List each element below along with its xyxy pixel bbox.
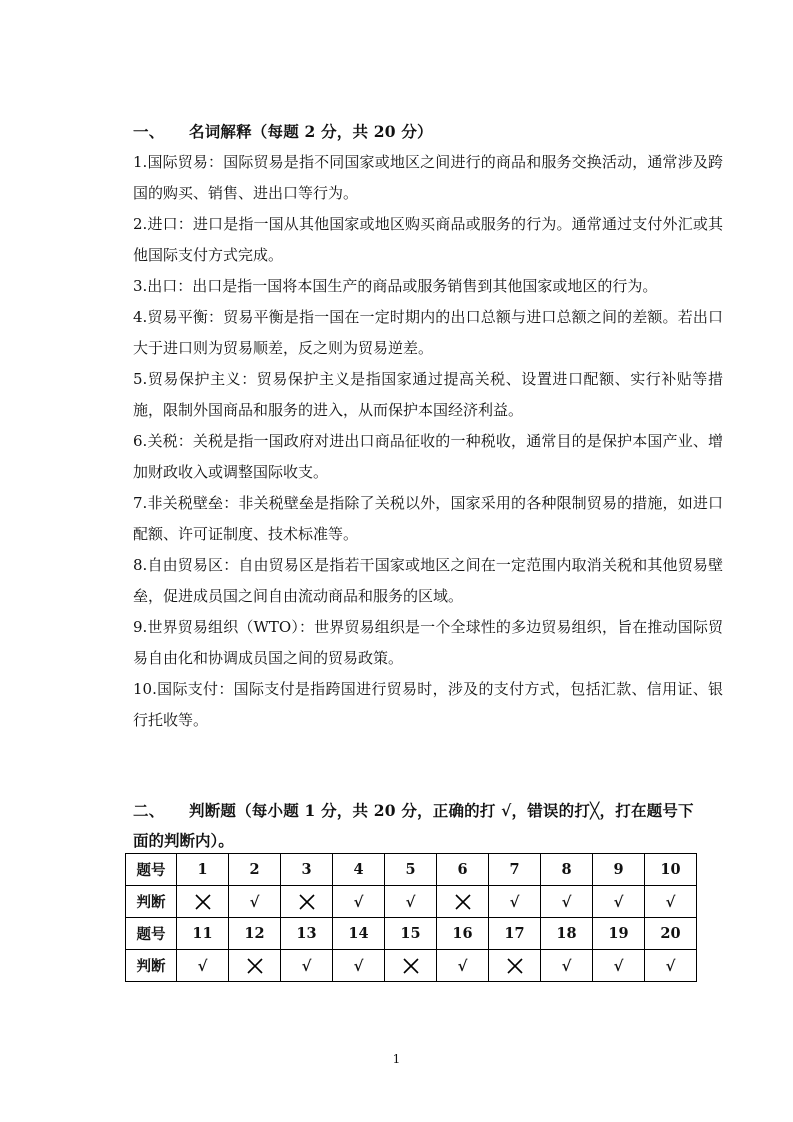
check-mark-icon: √ xyxy=(249,892,260,911)
section-2-number: 二、 xyxy=(133,801,165,820)
check-mark-icon: √ xyxy=(509,892,520,911)
answer-cell xyxy=(229,886,281,918)
table-row-answers-2 xyxy=(126,950,697,982)
check-mark-icon: √ xyxy=(301,956,312,975)
answer-cell xyxy=(281,886,333,918)
definition-item: 6.关税：关税是指一国政府对进出口商品征收的一种税收，通常目的是保护本国产业、增加财政收入或调整国际收支。 xyxy=(133,432,723,481)
answer-cell xyxy=(333,950,385,982)
answer-table xyxy=(125,853,697,982)
cross-mark-icon xyxy=(298,893,316,911)
cross-mark-icon xyxy=(402,957,420,975)
cross-mark-icon xyxy=(454,893,472,911)
cross-mark-icon xyxy=(194,893,212,911)
answer-cell xyxy=(333,886,385,918)
table-row-numbers-1 xyxy=(126,854,697,886)
question-number: 4 xyxy=(333,854,385,886)
question-number: 2 xyxy=(229,854,281,886)
question-number: 7 xyxy=(489,854,541,886)
check-mark-icon: √ xyxy=(457,956,468,975)
question-number: 14 xyxy=(333,918,385,950)
answer-cell xyxy=(489,950,541,982)
table-row-numbers-2 xyxy=(126,918,697,950)
question-number: 12 xyxy=(229,918,281,950)
answer-cell xyxy=(385,950,437,982)
check-mark-icon: √ xyxy=(665,956,676,975)
check-mark-icon: √ xyxy=(665,892,676,911)
answer-cell xyxy=(541,950,593,982)
definition-item: 2.进口：进口是指一国从其他国家或地区购买商品或服务的行为。通常通过支付外汇或其他国际支付方式完成。 xyxy=(133,215,723,264)
section-2-title-continued: 面的判断内）。 xyxy=(133,831,234,850)
section-1-title: 名词解释（每题 2 分，共 20 分） xyxy=(189,122,433,141)
cross-mark-icon xyxy=(506,957,524,975)
section-2-heading xyxy=(133,799,694,821)
answer-cell xyxy=(229,950,281,982)
question-number: 18 xyxy=(541,918,593,950)
question-number: 10 xyxy=(645,854,697,886)
answer-cell xyxy=(541,886,593,918)
question-number: 20 xyxy=(645,918,697,950)
question-number: 6 xyxy=(437,854,489,886)
question-number: 15 xyxy=(385,918,437,950)
table-row-answers-1 xyxy=(126,886,697,918)
question-number: 1 xyxy=(177,854,229,886)
answer-cell xyxy=(645,886,697,918)
answer-cell xyxy=(281,950,333,982)
answer-cell xyxy=(177,886,229,918)
definition-item: 7.非关税壁垒：非关税壁垒是指除了关税以外，国家采用的各种限制贸易的措施，如进口配额、许可证制度、技术标准等。 xyxy=(133,494,723,543)
question-number: 16 xyxy=(437,918,489,950)
answer-cell xyxy=(593,886,645,918)
question-number: 13 xyxy=(281,918,333,950)
question-number: 19 xyxy=(593,918,645,950)
row-label-number: 题号 xyxy=(126,854,177,886)
answer-cell xyxy=(385,886,437,918)
question-number: 8 xyxy=(541,854,593,886)
check-mark-icon: √ xyxy=(353,892,364,911)
check-mark-icon: √ xyxy=(613,956,624,975)
row-label-judge: 判断 xyxy=(126,950,177,982)
question-number: 9 xyxy=(593,854,645,886)
definition-item: 3.出口：出口是指一国将本国生产的商品或服务销售到其他国家或地区的行为。 xyxy=(133,277,658,295)
check-mark-icon: √ xyxy=(561,956,572,975)
section-1-number: 一、 xyxy=(133,122,165,141)
definition-item: 10.国际支付：国际支付是指跨国进行贸易时，涉及的支付方式，包括汇款、信用证、银行托收等。 xyxy=(133,680,723,729)
question-number: 11 xyxy=(177,918,229,950)
cross-mark-icon xyxy=(246,957,264,975)
definition-item: 8.自由贸易区：自由贸易区是指若干国家或地区之间在一定范围内取消关税和其他贸易壁垒，促进成员国之间自由流动商品和服务的区域。 xyxy=(133,556,723,605)
answer-cell xyxy=(489,886,541,918)
answer-cell xyxy=(645,950,697,982)
definitions-list xyxy=(133,147,723,736)
page-number: 1 xyxy=(392,1052,401,1066)
answer-cell xyxy=(177,950,229,982)
question-number: 3 xyxy=(281,854,333,886)
answer-cell xyxy=(437,886,489,918)
question-number: 17 xyxy=(489,918,541,950)
section-1-heading xyxy=(133,120,433,142)
definition-item: 1.国际贸易：国际贸易是指不同国家或地区之间进行的商品和服务交换活动，通常涉及跨国的购买、销售、进出口等行为。 xyxy=(133,153,723,202)
row-label-number: 题号 xyxy=(126,918,177,950)
question-number: 5 xyxy=(385,854,437,886)
check-mark-icon: √ xyxy=(197,956,208,975)
definition-item: 5.贸易保护主义：贸易保护主义是指国家通过提高关税、设置进口配额、实行补贴等措施，限制外国商品和服务的进入，从而保护本国经济利益。 xyxy=(133,370,723,419)
definition-item: 4.贸易平衡：贸易平衡是指一国在一定时期内的出口总额与进口总额之间的差额。若出口大于进口则为贸易顺差，反之则为贸易逆差。 xyxy=(133,308,723,357)
check-mark-icon: √ xyxy=(613,892,624,911)
section-2-title: 判断题（每小题 1 分，共 20 分，正确的打 √，错误的打╳，打在题号下 xyxy=(189,801,694,820)
check-mark-icon: √ xyxy=(353,956,364,975)
answer-cell xyxy=(593,950,645,982)
row-label-judge: 判断 xyxy=(126,886,177,918)
answer-cell xyxy=(437,950,489,982)
check-mark-icon: √ xyxy=(405,892,416,911)
definition-item: 9.世界贸易组织（WTO）：世界贸易组织是一个全球性的多边贸易组织，旨在推动国际贸易自由化和协调成员国之间的贸易政策。 xyxy=(133,618,723,667)
check-mark-icon: √ xyxy=(561,892,572,911)
